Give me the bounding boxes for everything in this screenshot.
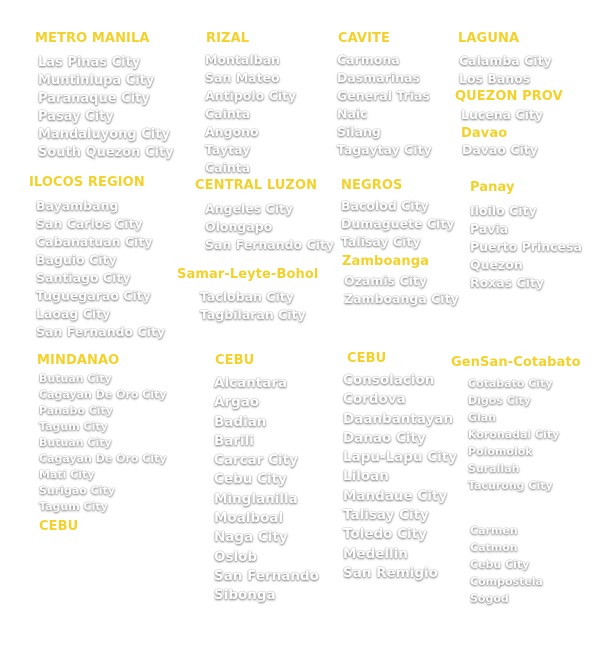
city-item: Lapu-Lapu City	[343, 449, 458, 466]
city-item: Santiago City	[36, 270, 131, 285]
city-item: San Fernando City	[205, 237, 335, 252]
city-list	[205, 51, 296, 177]
city-item: Lucena City	[461, 107, 544, 122]
city-item: Tagum City	[39, 500, 108, 513]
city-item: Compostela	[470, 575, 543, 588]
region-heading: METRO MANILA	[35, 31, 150, 46]
city-item: Los Banos	[459, 71, 531, 86]
city-item: Muntinlupa City	[38, 73, 155, 88]
city-item: Badian	[214, 413, 267, 430]
region-heading: GenSan-Cotabato	[451, 355, 581, 370]
city-item: Tagaytay City	[337, 142, 432, 157]
city-item: Koronadal City	[468, 428, 560, 441]
city-item: Surigao City	[39, 484, 115, 497]
city-item: Cotabato City	[468, 377, 553, 390]
city-list	[462, 141, 538, 159]
region-heading: Samar-Leyte-Bohol	[177, 267, 319, 282]
city-item: Daanbantayan	[343, 410, 454, 427]
city-item: Bayambang	[36, 198, 119, 213]
city-item: San Mateo	[205, 70, 280, 85]
city-item: Liloan	[343, 468, 389, 485]
city-item: Angono	[205, 124, 259, 139]
city-item: South Quezon City	[38, 145, 174, 160]
city-list	[468, 375, 559, 494]
city-item: Glan	[468, 411, 497, 424]
city-item: Cebu City	[214, 471, 287, 488]
region-heading: LAGUNA	[458, 31, 520, 46]
city-item: Oslob	[214, 548, 258, 565]
region-heading: CEBU	[347, 351, 387, 366]
city-item: Tuguegarao City	[36, 288, 151, 303]
region-heading: Panay	[470, 180, 515, 195]
city-list	[38, 54, 174, 162]
city-item: San Fernando City	[36, 324, 166, 339]
city-item: Cabanatuan City	[36, 234, 153, 249]
city-item: Digos City	[468, 394, 531, 407]
city-item: Pavia	[470, 221, 509, 236]
city-item: Baguio City	[36, 252, 117, 267]
region-heading: NEGROS	[341, 178, 403, 193]
city-item: Antipolo City	[205, 88, 297, 103]
region-heading: CENTRAL LUZON	[195, 178, 318, 193]
city-item: Quezon	[470, 257, 523, 272]
region-heading: MINDANAO	[37, 353, 120, 368]
city-item: San Remigio	[343, 564, 438, 581]
city-item: Polomolok	[468, 445, 533, 458]
city-item: Cagayan De Oro City	[39, 452, 167, 465]
city-item: Las Pinas City	[38, 55, 141, 70]
city-list	[205, 200, 334, 254]
city-item: Roxas City	[470, 275, 545, 290]
region-heading: QUEZON PROV	[455, 89, 563, 104]
city-item: Montalban	[205, 52, 280, 67]
region-heading: RIZAL	[206, 31, 250, 46]
city-item: Moalboal	[214, 510, 284, 527]
city-item: Butuan City	[39, 436, 112, 449]
city-item: Pasay City	[38, 109, 114, 124]
city-item: Cebu City	[470, 558, 530, 571]
city-item: Panabo City	[39, 404, 113, 417]
city-item: General Trias	[337, 88, 430, 103]
city-item: Barili	[214, 432, 254, 449]
region-heading: CAVITE	[338, 31, 390, 46]
region-heading: Zamboanga	[342, 254, 429, 269]
city-item: Taytay	[205, 142, 251, 157]
city-item: Mandaue City	[343, 487, 448, 504]
city-item: Dumaguete City	[341, 216, 455, 231]
region-heading: ILOCOS REGION	[29, 175, 145, 190]
city-item: Tagum City	[39, 420, 108, 433]
city-item: Davao City	[462, 142, 538, 157]
city-item: Toledo City	[343, 526, 427, 543]
city-item: Cainta	[205, 160, 251, 175]
region-heading: Davao	[461, 126, 508, 141]
city-item: Carmona	[337, 52, 400, 67]
city-list	[344, 272, 459, 308]
city-item: Silang	[337, 124, 381, 139]
city-list	[470, 202, 582, 292]
city-item: Danao City	[343, 429, 426, 446]
city-item: Carmen	[470, 524, 518, 537]
city-item: Cordova	[343, 391, 406, 408]
city-item: Laoag City	[36, 306, 111, 321]
city-list	[459, 52, 552, 88]
city-item: Olongapo	[205, 219, 273, 234]
city-item: Ozamis City	[344, 273, 428, 288]
city-item: Mandaluyong City	[38, 127, 170, 142]
city-item: Butuan City	[39, 372, 112, 385]
city-item: Mati City	[39, 468, 95, 481]
city-list	[200, 288, 306, 324]
city-list	[36, 197, 165, 341]
city-item: Cagayan De Oro City	[39, 388, 167, 401]
city-list	[214, 374, 319, 606]
city-item: Tagbilaran City	[200, 307, 306, 322]
city-list	[461, 106, 543, 124]
city-item: Cainta	[205, 106, 251, 121]
city-item: San Fernando	[214, 567, 319, 584]
city-item: Tacurong City	[468, 479, 553, 492]
city-item: Sibonga	[214, 587, 276, 604]
city-item: Talisay City	[341, 234, 421, 249]
city-item: Puerto Princesa	[470, 239, 582, 254]
city-item: Naic	[337, 106, 368, 121]
city-list	[337, 51, 432, 159]
city-item: Medellin	[343, 545, 408, 562]
city-item: Surallah	[468, 462, 520, 475]
city-item: Dasmarinas	[337, 70, 420, 85]
city-list	[341, 197, 454, 251]
city-item: Talisay City	[343, 507, 429, 524]
region-heading: CEBU	[39, 519, 79, 534]
city-item: Iloilo City	[470, 203, 537, 218]
city-item: Catmon	[470, 541, 518, 554]
city-item: San Carlos City	[36, 216, 143, 231]
city-item: Carcar City	[214, 452, 298, 469]
city-item: Zamboanga City	[344, 291, 459, 306]
city-item: Angeles City	[205, 201, 294, 216]
city-item: Minglanilla	[214, 490, 298, 507]
city-list	[39, 371, 167, 515]
city-item: Paranaque City	[38, 91, 150, 106]
city-item: Sogod	[470, 592, 509, 605]
city-list	[470, 522, 543, 607]
city-item: Calamba City	[459, 53, 552, 68]
city-item: Argao	[214, 394, 260, 411]
city-item: Consolacion	[343, 372, 435, 388]
city-list	[343, 371, 457, 583]
city-item: Tacloban City	[200, 289, 294, 304]
city-item: Alcantara	[214, 375, 288, 391]
city-item: Bacolod City	[341, 198, 429, 213]
region-heading: CEBU	[215, 353, 255, 368]
city-item: Naga City	[214, 529, 288, 546]
